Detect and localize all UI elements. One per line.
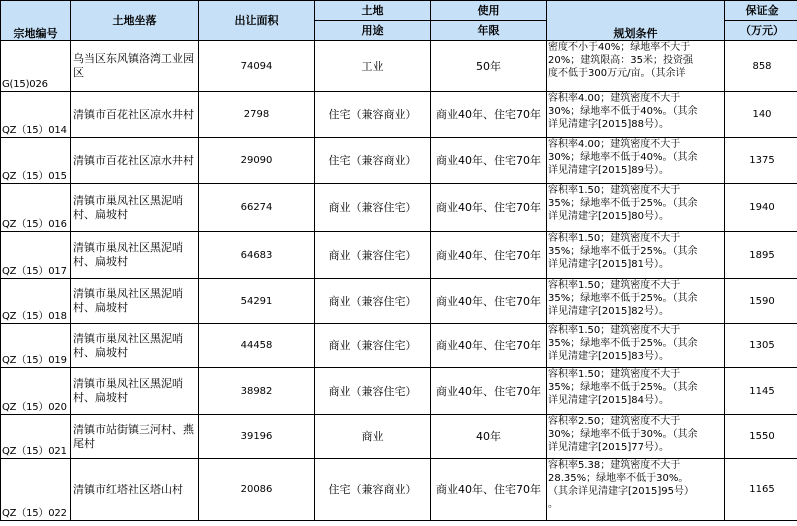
cell-term: 40年	[431, 415, 547, 459]
cell-purpose: 住宅（兼容商业）	[315, 459, 431, 521]
header-land: 土地	[315, 1, 431, 21]
cell-conditions: 密度不小于40%；绿地率不大于 20%；建筑限高：35米；投资强 度不低于300万元/亩。（其余详	[547, 41, 725, 92]
cell-code: QZ（15）019	[1, 324, 71, 368]
cell-area: 2798	[199, 92, 315, 138]
cell-area: 29090	[199, 138, 315, 184]
header-row-1	[1, 1, 797, 21]
cell-location: 清镇市红塔社区塔山村	[71, 459, 199, 521]
cell-area: 74094	[199, 41, 315, 92]
table-row	[1, 232, 797, 279]
cell-term: 商业40年、住宅70年	[431, 232, 547, 279]
cell-deposit: 1145	[725, 368, 797, 415]
cell-conditions: 容积率4.00；建筑密度不大于 30%；绿地率不低于40%。（其余 详见清建字[2015]88号）。	[547, 92, 725, 138]
cell-deposit: 140	[725, 92, 797, 138]
table-row	[1, 279, 797, 324]
cell-purpose: 商业（兼容住宅）	[315, 324, 431, 368]
header-location: 土地坐落	[71, 1, 199, 41]
cell-location: 清镇市百花社区凉水井村	[71, 92, 199, 138]
cell-purpose: 商业（兼容住宅）	[315, 232, 431, 279]
cell-code: QZ（15）016	[1, 184, 71, 232]
cell-deposit: 1375	[725, 138, 797, 184]
cell-area: 54291	[199, 279, 315, 324]
header-term: 年限	[431, 21, 547, 41]
cell-conditions: 容积率2.50；建筑密度不大于 30%；绿地率不低于30%。（其余 详见清建字[2015]77号）。	[547, 415, 725, 459]
table-row	[1, 138, 797, 184]
cell-conditions: 容积率1.50；建筑密度不大于 35%；绿地率不低于25%。（其余 详见清建字[2015]80号）。	[547, 184, 725, 232]
cell-area: 20086	[199, 459, 315, 521]
cell-code: QZ（15）021	[1, 415, 71, 459]
cell-location: 清镇市百花社区凉水井村	[71, 138, 199, 184]
table-row	[1, 415, 797, 459]
table-row	[1, 459, 797, 521]
cell-area: 38982	[199, 368, 315, 415]
table-row	[1, 368, 797, 415]
header-area: 出让面积	[199, 1, 315, 41]
cell-location: 清镇市巢凤社区黑泥哨村、扁坡村	[71, 368, 199, 415]
cell-location: 清镇市巢凤社区黑泥哨村、扁坡村	[71, 232, 199, 279]
cell-deposit: 1940	[725, 184, 797, 232]
cell-deposit: 1590	[725, 279, 797, 324]
cell-purpose: 住宅（兼容商业）	[315, 92, 431, 138]
table-row	[1, 41, 797, 92]
cell-code: QZ（15）014	[1, 92, 71, 138]
cell-code: QZ（15）015	[1, 138, 71, 184]
header-deposit: 保证金	[725, 1, 797, 21]
header-code: 宗地编号	[1, 1, 71, 41]
header-use: 使用	[431, 1, 547, 21]
cell-purpose: 商业（兼容住宅）	[315, 368, 431, 415]
cell-conditions: 容积率5.38；建筑密度不大于 28.35%；绿地率不低于30%。 （其余详见清建字[2015]95号） 。	[547, 459, 725, 521]
cell-purpose: 商业	[315, 415, 431, 459]
cell-deposit: 1165	[725, 459, 797, 521]
cell-area: 66274	[199, 184, 315, 232]
cell-purpose: 商业（兼容住宅）	[315, 279, 431, 324]
header-conditions: 规划条件	[547, 1, 725, 41]
cell-area: 64683	[199, 232, 315, 279]
cell-term: 商业40年、住宅70年	[431, 279, 547, 324]
cell-area: 44458	[199, 324, 315, 368]
cell-conditions: 容积率1.50；建筑密度不大于 35%；绿地率不低于25%。（其余 详见清建字[2015]84号）。	[547, 368, 725, 415]
cell-term: 商业40年、住宅70年	[431, 368, 547, 415]
cell-location: 清镇市站街镇三河村、燕尾村	[71, 415, 199, 459]
cell-term: 商业40年、住宅70年	[431, 459, 547, 521]
cell-code: QZ（15）017	[1, 232, 71, 279]
table-row	[1, 184, 797, 232]
table-row	[1, 92, 797, 138]
cell-term: 商业40年、住宅70年	[431, 324, 547, 368]
cell-code: QZ（15）020	[1, 368, 71, 415]
cell-location: 乌当区东风镇洛湾工业园区	[71, 41, 199, 92]
cell-purpose: 商业（兼容住宅）	[315, 184, 431, 232]
table-row	[1, 324, 797, 368]
header-deposit-unit: （万元）	[725, 21, 797, 41]
cell-deposit: 858	[725, 41, 797, 92]
cell-location: 清镇市巢凤社区黑泥哨村、扁坡村	[71, 184, 199, 232]
cell-code: QZ（15）018	[1, 279, 71, 324]
cell-deposit: 1550	[725, 415, 797, 459]
cell-code: G(15)026	[1, 41, 71, 92]
cell-term: 商业40年、住宅70年	[431, 138, 547, 184]
cell-purpose: 工业	[315, 41, 431, 92]
cell-deposit: 1305	[725, 324, 797, 368]
cell-location: 清镇市巢凤社区黑泥哨村、扁坡村	[71, 279, 199, 324]
cell-area: 39196	[199, 415, 315, 459]
cell-conditions: 容积率1.50；建筑密度不大于 35%；绿地率不低于25%。（其余 详见清建字[2015]83号）。	[547, 324, 725, 368]
cell-conditions: 容积率1.50；建筑密度不大于 35%；绿地率不低于25%。（其余 详见清建字[2015]82号）。	[547, 279, 725, 324]
cell-conditions: 容积率4.00；建筑密度不大于 30%；绿地率不低于40%。（其余 详见清建字[2015]89号）。	[547, 138, 725, 184]
cell-term: 商业40年、住宅70年	[431, 92, 547, 138]
cell-code: QZ（15）022	[1, 459, 71, 521]
cell-term: 商业40年、住宅70年	[431, 184, 547, 232]
cell-term: 50年	[431, 41, 547, 92]
cell-location: 清镇市巢凤社区黑泥哨村、扁坡村	[71, 324, 199, 368]
cell-deposit: 1895	[725, 232, 797, 279]
cell-purpose: 住宅（兼容商业）	[315, 138, 431, 184]
header-purpose: 用途	[315, 21, 431, 41]
cell-conditions: 容积率1.50；建筑密度不大于 35%；绿地率不低于25%。（其余 详见清建字[2015]81号）。	[547, 232, 725, 279]
